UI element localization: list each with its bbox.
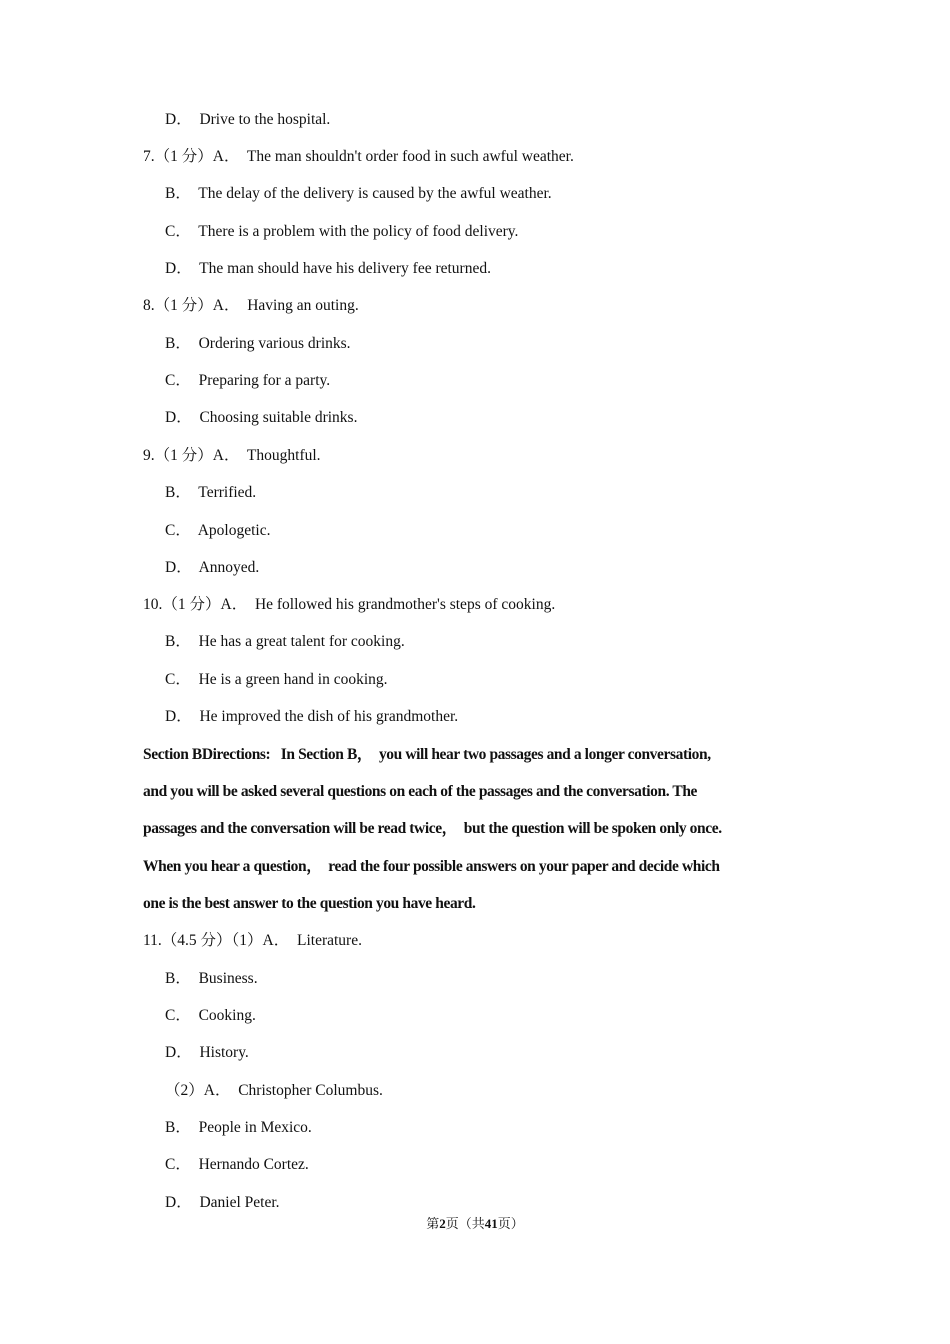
q11-1-option-a: 11.（4.5 分）（1）A． Literature.	[143, 932, 362, 949]
q10-option-c: C． He is a green hand in cooking.	[165, 671, 388, 688]
footer-middle: 页（共	[445, 1216, 485, 1231]
directions-line-3: passages and the conversation will be read twice， but the question will be spoken only once.	[143, 820, 722, 837]
q10-option-d: D． He improved the dish of his grandmother.	[165, 708, 459, 725]
q7-option-b: B． The delay of the delivery is caused by the awful weather.	[165, 185, 552, 202]
directions-line-1: Section BDirections: In Section B， you will hear two passages and a longer conversation,	[143, 746, 711, 763]
q8-option-a: 8.（1 分）A． Having an outing.	[143, 297, 359, 314]
q9-option-c: C． Apologetic.	[165, 522, 271, 539]
q11-2-option-d: D． Daniel Peter.	[165, 1194, 280, 1211]
q11-2-option-b: B． People in Mexico.	[165, 1119, 312, 1136]
q6-option-d: D． Drive to the hospital.	[165, 111, 331, 128]
q9-option-a: 9.（1 分）A． Thoughtful.	[143, 447, 321, 464]
q10-option-b: B． He has a great talent for cooking.	[165, 633, 405, 650]
directions-line-5: one is the best answer to the question you have heard.	[143, 895, 476, 912]
directions-line-2: and you will be asked several questions on each of the passages and the conversation. The	[143, 783, 698, 800]
q11-2-option-c: C． Hernando Cortez.	[165, 1156, 309, 1173]
footer-page-number: 2	[439, 1216, 446, 1231]
q7-option-c: C． There is a problem with the policy of food delivery.	[165, 223, 519, 240]
footer-suffix: 页）	[497, 1216, 524, 1231]
directions-line-4: When you hear a question， read the four possible answers on your paper and decide which	[143, 858, 720, 875]
q7-option-d: D． The man should have his delivery fee returned.	[165, 260, 491, 277]
q8-option-b: B． Ordering various drinks.	[165, 335, 351, 352]
footer-prefix: 第	[426, 1216, 440, 1231]
q9-option-d: D． Annoyed.	[165, 559, 260, 576]
q11-1-option-b: B． Business.	[165, 970, 258, 987]
q11-1-option-c: C． Cooking.	[165, 1007, 256, 1024]
q11-1-option-d: D． History.	[165, 1044, 249, 1061]
q11-2-option-a: （2）A． Christopher Columbus.	[165, 1082, 383, 1099]
q8-option-c: C． Preparing for a party.	[165, 372, 331, 389]
q7-option-a: 7.（1 分）A． The man shouldn't order food in such awful weather.	[143, 148, 574, 165]
page-footer	[0, 1215, 950, 1233]
footer-total-pages: 41	[484, 1216, 498, 1231]
q10-option-a: 10.（1 分）A． He followed his grandmother's steps of cooking.	[143, 596, 556, 613]
q8-option-d: D． Choosing suitable drinks.	[165, 409, 358, 426]
q9-option-b: B． Terrified.	[165, 484, 257, 501]
